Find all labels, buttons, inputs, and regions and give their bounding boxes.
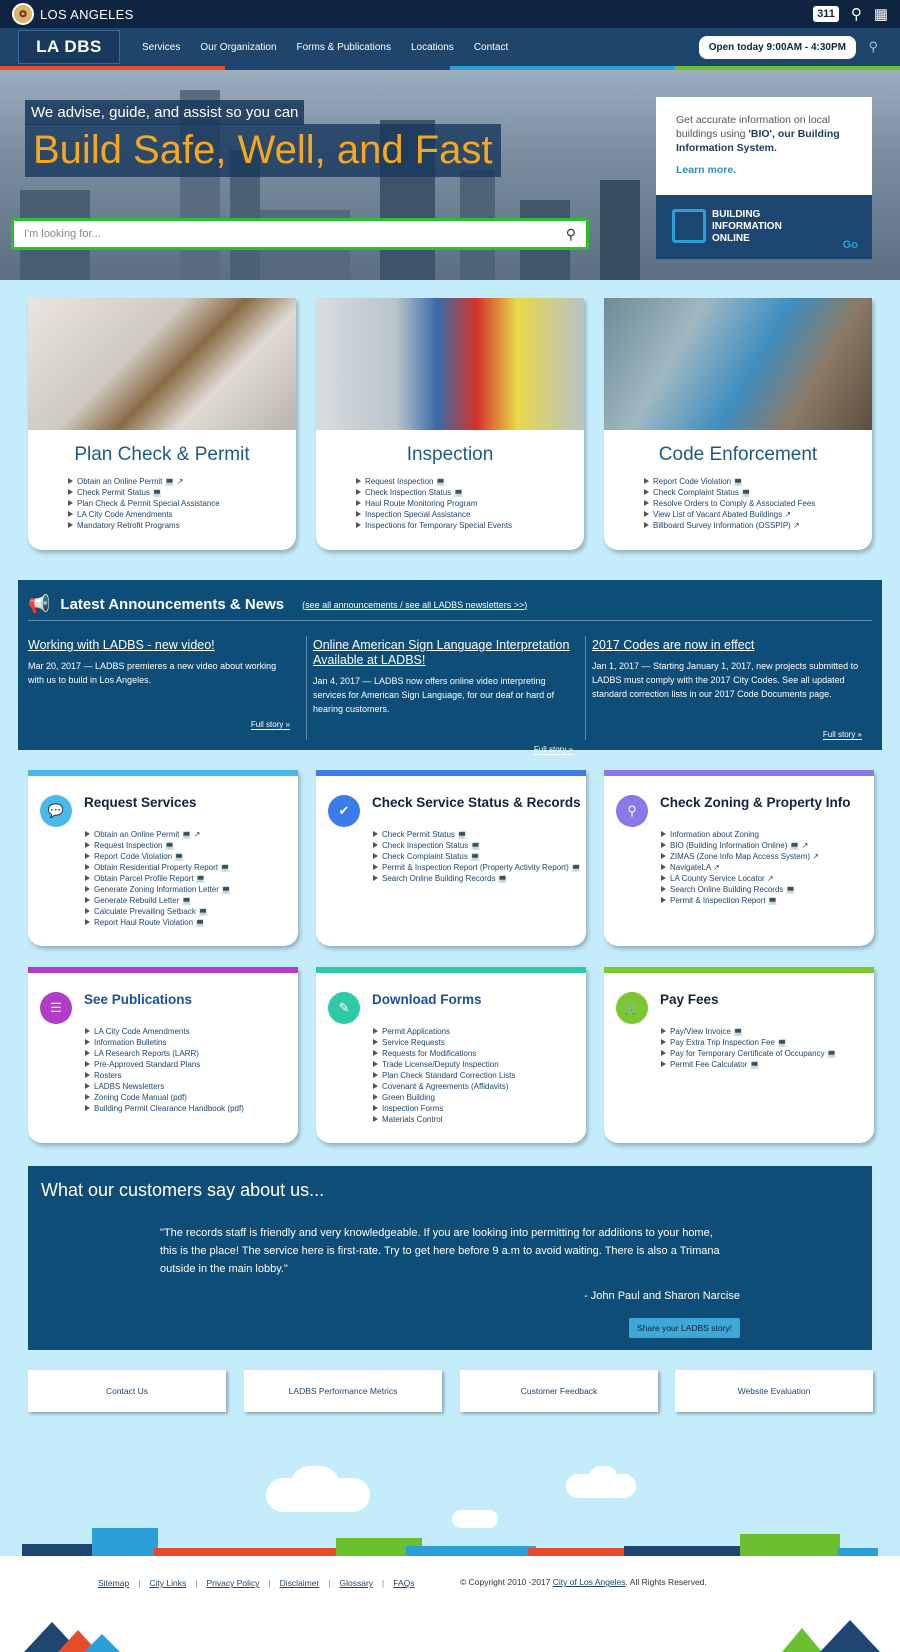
copyright-rights: . All Rights Reserved.	[625, 1577, 707, 1587]
box-link[interactable]: Report Haul Route Violation 💻	[85, 917, 231, 928]
box-link[interactable]: Search Online Building Records 💻	[373, 873, 581, 884]
box-link[interactable]: Pay Extra Trip Inspection Fee 💻	[661, 1037, 837, 1048]
plan-check-image	[28, 298, 296, 430]
card-link[interactable]: Check Complaint Status 💻	[644, 487, 872, 498]
nav-item-services[interactable]: Services	[142, 41, 181, 53]
hero-headline: Build Safe, Well, and Fast	[25, 124, 501, 177]
card-inspection	[316, 298, 584, 550]
document-icon: ☰	[40, 992, 72, 1024]
box-title[interactable]: Check Service Status & Records	[372, 795, 581, 810]
box-request-services	[28, 770, 298, 946]
full-story-link[interactable]: Full story »	[250, 720, 290, 729]
box-link[interactable]: Pay/View Invoice 💻	[661, 1026, 837, 1037]
card-title[interactable]: Code Enforcement	[658, 444, 818, 465]
logo-text: LA DBS	[36, 37, 102, 56]
box-link[interactable]: Calculate Prevailing Setback 💻	[85, 906, 231, 917]
box-link[interactable]: Requests for Modifications	[373, 1048, 515, 1059]
card-link[interactable]: Report Code Violation 💻	[644, 476, 872, 487]
box-stripe	[28, 770, 298, 776]
box-stripe	[28, 967, 298, 973]
hero-banner	[0, 70, 900, 280]
news-item-body: Jan 1, 2017 — Starting January 1, 2017, new projects submitted to LADBS must comply with the 2017 City Codes. See all updated standard correction lists in our 2017 Code Documents page.	[592, 661, 859, 699]
card-code-enforcement	[604, 298, 872, 550]
box-link[interactable]: LA Research Reports (LARR)	[85, 1048, 244, 1059]
box-link[interactable]: Search Online Building Records 💻	[661, 884, 819, 895]
box-link[interactable]: Information about Zoning	[661, 829, 819, 840]
box-link[interactable]: Report Code Violation 💻	[85, 851, 231, 862]
bio-link[interactable]	[656, 195, 872, 259]
performance-metrics-button[interactable]: LADBS Performance Metrics	[244, 1370, 442, 1412]
website-evaluation-button[interactable]: Website Evaluation	[675, 1370, 873, 1412]
box-link[interactable]: Building Permit Clearance Handbook (pdf)	[85, 1103, 244, 1114]
card-link[interactable]: LA City Code Amendments	[68, 509, 296, 520]
chat-bubble-icon: 💬	[40, 795, 72, 827]
box-link[interactable]: Permit Applications	[373, 1026, 515, 1037]
box-title[interactable]: Download Forms	[372, 992, 482, 1007]
bio-learn-more-link[interactable]: Learn more.	[676, 164, 737, 176]
news-title: Latest Announcements & News	[60, 596, 285, 613]
box-link[interactable]: Inspection Forms	[373, 1103, 515, 1114]
box-link[interactable]: Generate Zoning Information Letter 💻	[85, 884, 231, 895]
nav-item-organization[interactable]: Our Organization	[200, 41, 277, 53]
box-link[interactable]: Service Requests	[373, 1037, 515, 1048]
box-title[interactable]: Check Zoning & Property Info	[660, 795, 851, 810]
hero-tagline: We advise, guide, and assist so you can	[25, 100, 304, 125]
box-link[interactable]: LA County Service Locator ↗	[661, 873, 819, 884]
bio-info	[656, 97, 872, 195]
mountain-shape	[84, 1634, 120, 1652]
divider	[585, 636, 586, 740]
box-link[interactable]: LA City Code Amendments	[85, 1026, 244, 1037]
skyline-block	[92, 1528, 158, 1556]
box-pay-fees	[604, 967, 874, 1143]
card-plan-check	[28, 298, 296, 550]
box-link[interactable]: Check Inspection Status 💻	[373, 840, 581, 851]
box-stripe	[316, 967, 586, 973]
divider	[306, 636, 307, 740]
box-download-forms	[316, 967, 586, 1143]
box-link[interactable]: Covenant & Agreements (Affidavits)	[373, 1081, 515, 1092]
contact-us-button[interactable]: Contact Us	[28, 1370, 226, 1412]
card-title[interactable]: Plan Check & Permit	[74, 444, 250, 465]
bio-text-bold: 'BIO', our Building Information System.	[676, 128, 840, 154]
bio-title-1: BUILDING	[712, 209, 761, 220]
news-all-links[interactable]: (see all announcements / see all LADBS newsletters >>)	[302, 599, 528, 610]
footer-link-city-links[interactable]: City Links	[149, 1578, 187, 1588]
box-link[interactable]: NavigateLA ↗	[661, 862, 819, 873]
full-story-link[interactable]: Full story »	[533, 745, 573, 754]
box-link[interactable]: Materials Control	[373, 1114, 515, 1125]
footer-link-disclaimer[interactable]: Disclaimer	[279, 1578, 320, 1588]
box-title[interactable]: See Publications	[84, 992, 193, 1007]
footer-links: Sitemap | City Links | Privacy Policy | Disclaimer | Glossary | FAQs	[98, 1578, 415, 1588]
bio-panel	[656, 97, 872, 259]
mountain-shape	[820, 1620, 880, 1652]
testimonial-author: - John Paul and Sharon Narcise	[584, 1290, 740, 1302]
box-link[interactable]: Permit Fee Calculator 💻	[661, 1059, 837, 1070]
box-title[interactable]: Pay Fees	[660, 992, 719, 1007]
footer-link-privacy[interactable]: Privacy Policy	[206, 1578, 260, 1588]
inspection-image	[316, 298, 584, 430]
copyright	[460, 1577, 707, 1587]
card-link[interactable]: Request Inspection 💻	[356, 476, 584, 487]
card-link[interactable]: Check Permit Status 💻	[68, 487, 296, 498]
box-link[interactable]: Pre-Approved Standard Plans	[85, 1059, 244, 1070]
news-item-title[interactable]: Online American Sign Language Interpretation Available at LADBS!	[313, 638, 570, 667]
page-footer	[0, 1556, 900, 1652]
full-story-link[interactable]: Full story »	[822, 730, 862, 739]
nav-search-icon[interactable]: ⚲	[868, 39, 878, 54]
main-nav	[0, 28, 900, 66]
card-link[interactable]: Billboard Survey Information (OSSPIP) ↗	[644, 520, 872, 531]
cloud	[452, 1510, 498, 1528]
box-link[interactable]: Zoning Code Manual (pdf)	[85, 1092, 244, 1103]
magnifier-icon: ⚲	[616, 795, 648, 827]
city-name: LOS ANGELES	[40, 6, 134, 22]
skyline-block	[154, 1548, 346, 1556]
box-stripe	[316, 770, 586, 776]
nav-item-forms[interactable]: Forms & Publications	[296, 41, 391, 53]
top-bar	[0, 0, 900, 28]
box-link[interactable]: Green Building	[373, 1092, 515, 1103]
bio-title-3: ONLINE	[712, 233, 750, 244]
megaphone-icon: 📢	[28, 594, 51, 614]
news-item-body: Jan 4, 2017 — LADBS now offers online video interpreting services for American Sign Language, for our deaf or hard of hearing customers.	[313, 676, 555, 714]
code-enforcement-image	[604, 298, 872, 430]
cart-icon: 🛒	[616, 992, 648, 1024]
city-link[interactable]: City of Los Angeles	[552, 1577, 626, 1587]
testimonial-quote: "The records staff is friendly and very knowledgeable. If you are looking into permitting for additions to your home, this is the place! The service here is first-rate. Try to get here before 9 a.m to avoid waiting. There is also a Trimana outside in the main lobby."	[160, 1227, 720, 1275]
card-link[interactable]: Check Inspection Status 💻	[356, 487, 584, 498]
search-submit-icon[interactable]: ⚲	[565, 225, 576, 242]
share-story-button[interactable]: Share your LADBS story!	[629, 1318, 740, 1338]
search-icon[interactable]: ⚲	[850, 6, 862, 23]
box-stripe	[604, 967, 874, 973]
card-link[interactable]: Plan Check & Permit Special Assistance	[68, 498, 296, 509]
hours-badge: Open today 9:00AM - 4:30PM	[699, 36, 856, 59]
box-link[interactable]: Check Permit Status 💻	[373, 829, 581, 840]
mountain-shape	[782, 1628, 822, 1652]
box-link[interactable]: Information Bulletins	[85, 1037, 244, 1048]
box-link[interactable]: LADBS Newsletters	[85, 1081, 244, 1092]
building-search-icon	[672, 209, 706, 243]
card-link[interactable]: Inspection Special Assistance	[356, 509, 584, 520]
footer-link-faqs[interactable]: FAQs	[393, 1578, 415, 1588]
news-item-title[interactable]: Working with LADBS - new video!	[28, 638, 215, 652]
divider	[28, 620, 872, 621]
checkmark-icon: ✔	[328, 795, 360, 827]
box-check-zoning	[604, 770, 874, 946]
nav-item-contact[interactable]: Contact	[473, 41, 509, 53]
box-link[interactable]: Generate Rebuild Letter 💻	[85, 895, 231, 906]
news-item-body: Mar 20, 2017 — LADBS premieres a new video about working with us to build in Los Angeles.	[28, 661, 277, 685]
footer-link-glossary[interactable]: Glossary	[339, 1578, 374, 1588]
box-link[interactable]: Permit & Inspection Report 💻	[661, 895, 819, 906]
bio-go-link[interactable]: Go	[842, 239, 858, 251]
city-seal-icon: ✪	[12, 3, 34, 25]
nav-menu	[142, 42, 508, 53]
skyline-block	[22, 1544, 92, 1556]
card-link[interactable]: Inspections for Temporary Special Events	[356, 520, 584, 531]
box-link[interactable]: Obtain an Online Permit 💻 ↗	[85, 829, 231, 840]
box-link[interactable]: Pay for Temporary Certificate of Occupancy 💻	[661, 1048, 837, 1059]
bio-text: Get accurate information on local buildings using	[676, 114, 831, 140]
cloud	[588, 1466, 618, 1492]
box-link[interactable]: Check Complaint Status 💻	[373, 851, 581, 862]
card-link[interactable]: Haul Route Monitoring Program	[356, 498, 584, 509]
footer-link-sitemap[interactable]: Sitemap	[98, 1578, 130, 1588]
copyright-text: © Copyright 2010 -2017	[460, 1577, 553, 1587]
skyline-block	[624, 1546, 744, 1556]
news-item	[28, 638, 290, 729]
box-link[interactable]: Obtain Residential Property Report 💻	[85, 862, 231, 873]
hero-search	[11, 218, 589, 250]
pencil-icon: ✎	[328, 992, 360, 1024]
card-title[interactable]: Inspection	[406, 444, 494, 465]
testimonial-title: What our customers say about us...	[41, 1180, 325, 1200]
card-link[interactable]: Mandatory Retrofit Programs	[68, 520, 296, 531]
hero-search-input[interactable]	[24, 228, 566, 240]
news-item-title[interactable]: 2017 Codes are now in effect	[592, 638, 755, 652]
cloud	[290, 1466, 340, 1506]
box-link[interactable]: ZIMAS (Zone Info Map Access System) ↗	[661, 851, 819, 862]
box-stripe	[604, 770, 874, 776]
testimonial-section	[28, 1166, 872, 1350]
news-item	[313, 638, 573, 754]
box-link[interactable]: Rosters	[85, 1070, 244, 1081]
skyline-block	[740, 1534, 840, 1556]
skyline-block	[406, 1546, 536, 1556]
box-publications	[28, 967, 298, 1143]
box-link[interactable]: Plan Check Standard Correction Lists	[373, 1070, 515, 1081]
311-button[interactable]: 311	[813, 6, 839, 22]
news-item	[592, 638, 872, 739]
box-link[interactable]: Permit & Inspection Report (Property Activity Report) 💻	[373, 862, 581, 873]
bio-title-2: INFORMATION	[712, 221, 782, 232]
card-link[interactable]: View List of Vacant Abated Buildings ↗	[644, 509, 872, 520]
card-link[interactable]: Obtain an Online Permit 💻 ↗	[68, 476, 296, 487]
skyline-block	[838, 1548, 878, 1556]
box-link[interactable]: Trade License/Deputy Inspection	[373, 1059, 515, 1070]
card-link[interactable]: Resolve Orders to Comply & Associated Fees	[644, 498, 872, 509]
box-check-status	[316, 770, 586, 946]
customer-feedback-button[interactable]: Customer Feedback	[460, 1370, 658, 1412]
nav-item-locations[interactable]: Locations	[411, 41, 454, 53]
box-link[interactable]: BIO (Building Information Online) 💻 ↗	[661, 840, 819, 851]
apps-grid-icon[interactable]: ▦	[873, 6, 888, 23]
ladbs-logo[interactable]	[18, 30, 120, 64]
news-section	[18, 580, 882, 754]
box-title[interactable]: Request Services	[84, 795, 197, 810]
box-link[interactable]: Obtain Parcel Profile Report 💻	[85, 873, 231, 884]
box-link[interactable]: Request Inspection 💻	[85, 840, 231, 851]
